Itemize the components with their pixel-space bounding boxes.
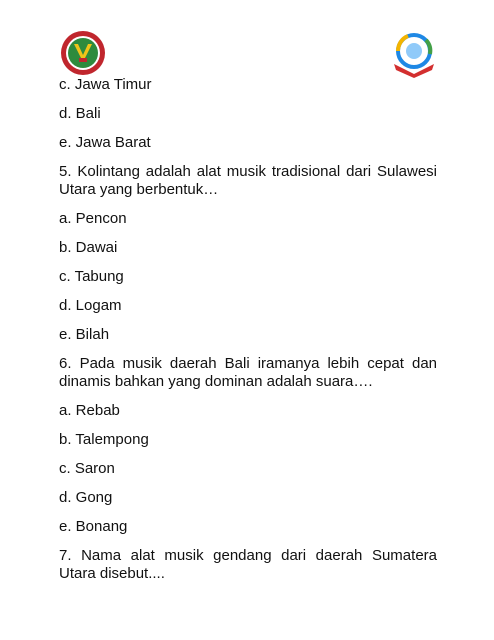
answer-option: c. Tabung [59,268,124,285]
answer-option: e. Bonang [59,518,128,535]
answer-option: c. Jawa Timur [59,76,152,93]
answer-option: c. Saron [59,460,115,477]
answer-option: d. Logam [59,297,122,314]
question-text: 6. Pada musik daerah Bali iramanya lebih cepat dan dinamis bahkan yang dominan adalah suara…. [59,355,437,390]
school-emblem-icon [60,30,106,76]
answer-option: b. Dawai [59,239,118,256]
answer-option: d. Bali [59,105,101,122]
answer-option: e. Jawa Barat [59,134,151,151]
answer-option: a. Rebab [59,402,120,419]
question-text: 5. Kolintang adalah alat musik tradisional dari Sulawesi Utara yang berbentuk… [59,163,437,198]
answer-option: a. Pencon [59,210,127,227]
answer-option: d. Gong [59,489,113,506]
answer-option: b. Talempong [59,431,149,448]
answer-option: e. Bilah [59,326,110,343]
question-text: 7. Nama alat musik gendang dari daerah Sumatera Utara disebut.... [59,547,437,582]
education-logo-icon [388,30,440,80]
question-list [59,76,437,594]
